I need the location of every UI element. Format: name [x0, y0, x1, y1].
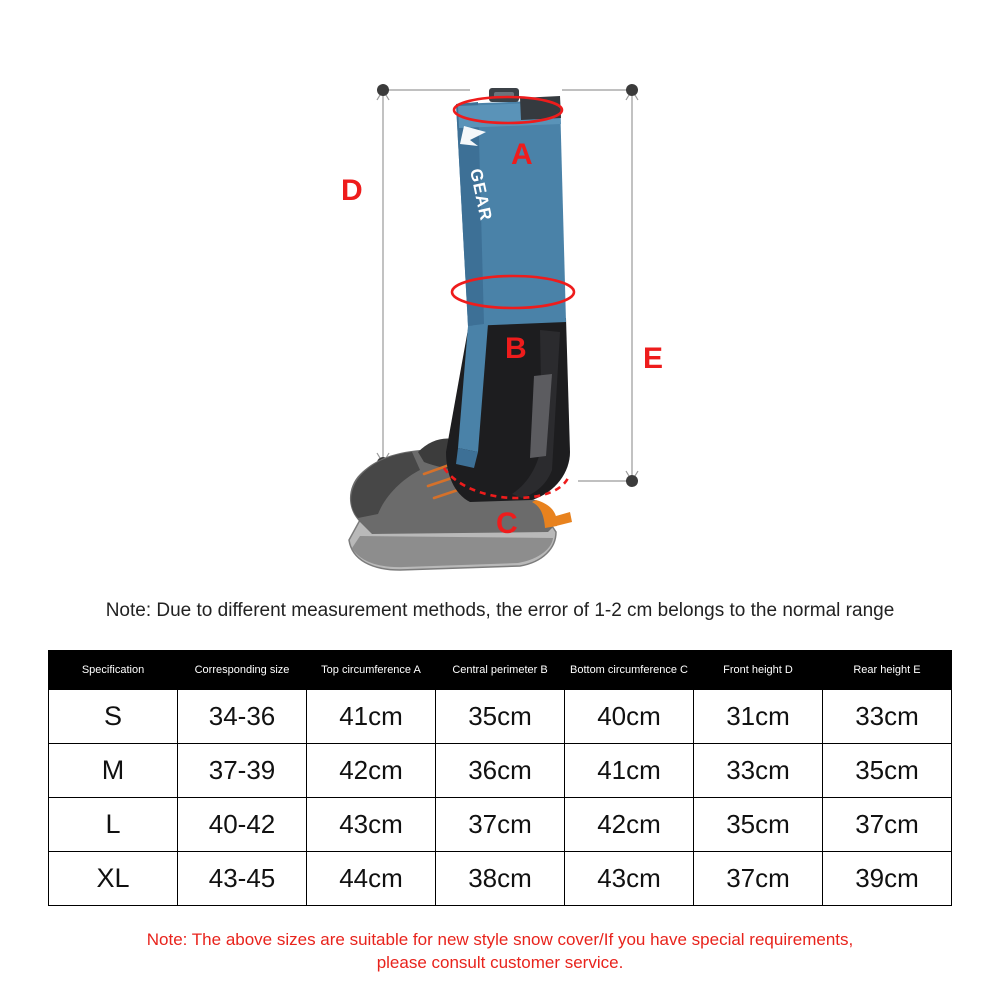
- cell-specification: M: [49, 744, 178, 798]
- table-row: [49, 798, 952, 852]
- dimension-label-c: C: [496, 507, 518, 540]
- table-row: [49, 744, 952, 798]
- disclaimer-note: [0, 928, 1000, 974]
- cell-central-perimeter: 37cm: [436, 798, 565, 852]
- cell-front-height: 31cm: [694, 690, 823, 744]
- cell-specification: L: [49, 798, 178, 852]
- cell-central-perimeter: 38cm: [436, 852, 565, 906]
- column-header-bottom-circumference: Bottom circumference C: [565, 651, 694, 690]
- cell-rear-height: 39cm: [823, 852, 952, 906]
- cell-corresponding-size: 37-39: [178, 744, 307, 798]
- cell-front-height: 37cm: [694, 852, 823, 906]
- table-header-row: [49, 651, 952, 690]
- cell-front-height: 33cm: [694, 744, 823, 798]
- cell-top-circumference: 41cm: [307, 690, 436, 744]
- cell-top-circumference: 44cm: [307, 852, 436, 906]
- cell-specification: S: [49, 690, 178, 744]
- column-header-specification: Specification: [49, 651, 178, 690]
- cell-top-circumference: 43cm: [307, 798, 436, 852]
- disclaimer-line-1: Note: The above sizes are suitable for new style snow cover/If you have special requirements,: [146, 930, 854, 949]
- cell-corresponding-size: 34-36: [178, 690, 307, 744]
- column-header-rear-height: Rear height E: [823, 651, 952, 690]
- cell-central-perimeter: 36cm: [436, 744, 565, 798]
- cell-rear-height: 35cm: [823, 744, 952, 798]
- column-header-corresponding-size: Corresponding size: [178, 651, 307, 690]
- cell-corresponding-size: 43-45: [178, 852, 307, 906]
- dimension-label-d: D: [341, 174, 363, 207]
- table-row: [49, 690, 952, 744]
- cell-rear-height: 33cm: [823, 690, 952, 744]
- measurement-note: Note: Due to different measurement methods, the error of 1-2 cm belongs to the normal range: [105, 600, 895, 621]
- cell-specification: XL: [49, 852, 178, 906]
- cell-rear-height: 37cm: [823, 798, 952, 852]
- column-header-front-height: Front height D: [694, 651, 823, 690]
- cell-bottom-circumference: 43cm: [565, 852, 694, 906]
- table-row: [49, 852, 952, 906]
- dimension-label-b: B: [505, 332, 527, 365]
- brand-label: GEAR: [466, 166, 496, 223]
- dimension-label-a: A: [511, 138, 533, 171]
- cell-front-height: 35cm: [694, 798, 823, 852]
- cell-bottom-circumference: 41cm: [565, 744, 694, 798]
- disclaimer-line-2: please consult customer service.: [376, 953, 624, 972]
- column-header-central-perimeter: Central perimeter B: [436, 651, 565, 690]
- size-chart-table: [48, 650, 952, 906]
- cell-bottom-circumference: 40cm: [565, 690, 694, 744]
- cell-bottom-circumference: 42cm: [565, 798, 694, 852]
- column-header-top-circumference: Top circumference A: [307, 651, 436, 690]
- dimension-label-e: E: [643, 342, 664, 375]
- cell-top-circumference: 42cm: [307, 744, 436, 798]
- cell-central-perimeter: 35cm: [436, 690, 565, 744]
- cell-corresponding-size: 40-42: [178, 798, 307, 852]
